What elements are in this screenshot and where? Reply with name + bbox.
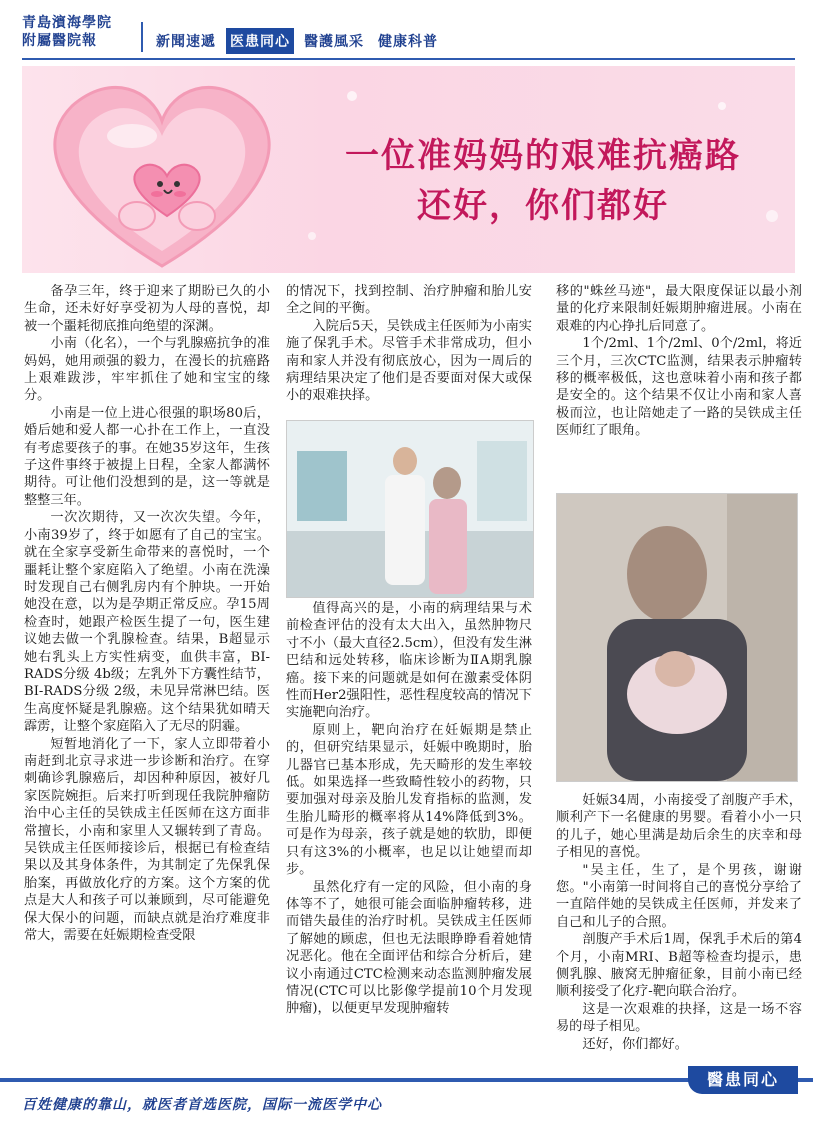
page-header (0, 0, 813, 66)
article-title-line-1: 一位准妈妈的艰难抗癌路 (345, 136, 741, 176)
paragraph: 小南（化名），一个与乳腺癌抗争的准妈妈，她用顽强的毅力，在漫长的抗癌路上艰难跋涉，牢牢抓住了她和宝宝的缘分。 (24, 336, 270, 404)
paragraph: 短暂地消化了一下，家人立即带着小南赶到北京寻求进一步诊断和治疗。在穿刺确诊乳腺癌后，却因种种原因，被好几家医院婉拒。后来打听到现任我院肿瘤防治中心主任的吴铁成主任医师在这方面非常擅长，小南和家里人又辗转到了青岛。吴铁成主任医师接诊后，根据已有检查结果以及其身体条件，为其制定了先保乳保胎案，再做放化疗的方案。这个方案的优点是大人和孩子可以兼顾到，尽可能避免保大保小的问题，而缺点就是治疗难度非常大，需要在妊娠期检查受限 (24, 736, 270, 944)
article-column-3-bottom (556, 792, 802, 1053)
header-rule (22, 58, 795, 60)
paragraph: 还好，你们都好。 (582, 1036, 688, 1052)
paragraph: 小南是一位上进心很强的职场80后，婚后她和爱人都一心扑在工作上，一直没有考虑要孩子的事。在她35岁这年，生孩子这件事终于被提上日程，全家人都满怀期待。可让他们没想到的是，这一等就是整整三年。 (24, 405, 270, 508)
header-divider (141, 22, 143, 52)
nav-news[interactable]: 新聞速遞 (156, 34, 216, 50)
paragraph: 值得高兴的是，小南的病理结果与术前检查评估的没有太大出入，虽然肿物尺寸不小（最大直径2.5cm），但没有发生淋巴结和远处转移，临床诊断为ⅡA期乳腺癌。接下来的问题就是如何在激素受体阴性而Her2强阳性，恶性程度较高的情况下实施靶向治疗。 (286, 601, 532, 721)
brand-line-1: 青島濱海學院 (22, 15, 112, 31)
paragraph: 备孕三年，终于迎来了期盼已久的小生命，还未好好享受初为人母的喜悦，却被一个噩耗彻底推向绝望的深渊。 (24, 284, 270, 334)
article-column-2-bottom (286, 600, 532, 1018)
newspaper-brand (22, 14, 140, 50)
paragraph: 妊娠34周，小南接受了剖腹产手术，顺利产下一名健康的男婴。看着小小一只的儿子，她心里满是劫后余生的庆幸和母子相见的喜悦。 (556, 793, 802, 861)
section-tag: 醫患同心 (688, 1066, 798, 1094)
footer-slogan: 百姓健康的靠山，就医者首选医院，国际一流医学中心 (22, 1097, 382, 1113)
nav-doctor-patient[interactable]: 医患同心 (226, 28, 294, 54)
doctor-patient-photo (286, 420, 534, 598)
doctor-patient-photo-illustration (287, 421, 533, 597)
paragraph: 移的"蛛丝马迹"，最大限度保证以最小剂量的化疗来限制妊娠期肿瘤进展。小南在艰难的内心挣扎后同意了。 (556, 284, 802, 334)
nav-staff[interactable]: 醫護風采 (304, 34, 364, 50)
paragraph: 1个/2ml、1个/2ml、0个/2ml，将近三个月，三次CTC监测，结果表示肿瘤转移的概率极低，这也意味着小南和孩子都是安全的。这个结果不仅让小南和家人喜极而泣，也让陪她走了一路的吴铁成主任医师红了眼角。 (556, 336, 802, 439)
nav-health[interactable]: 健康科普 (378, 34, 438, 50)
article-column-2-top (286, 283, 532, 405)
mother-baby-photo (556, 493, 798, 782)
section-nav (152, 28, 442, 54)
brand-line-2: 附屬醫院報 (22, 33, 97, 49)
paragraph: 剖腹产手术后1周，保乳手术后的第4个月，小南MRI、B超等检查均提示，患侧乳腺、腋窝无肿瘤征象，目前小南已经顺利接受了化疗-靶向联合治疗。 (556, 932, 802, 1000)
article-title-line-2: 还好，你们都好 (417, 186, 669, 226)
paragraph: 入院后5天，吴铁成主任医师为小南实施了保乳手术。尽管手术非常成功，但小南和家人并没有彻底放心，因为一周后的病理结果决定了他们是否要面对保大或保小的艰难抉择。 (286, 318, 532, 404)
paragraph: "吴主任，生了，是个男孩，谢谢您。"小南第一时间将自己的喜悦分享给了一直陪伴她的吴铁成主任医师，并发来了自己和儿子的合照。 (556, 862, 802, 930)
paragraph: 的情况下，找到控制、治疗肿瘤和胎儿安全之间的平衡。 (286, 284, 532, 317)
paragraph: 原则上，靶向治疗在妊娠期是禁止的，但研究结果显示，妊娠中晚期时，胎儿器官已基本形成，先天畸形的发生率较低。如果选择一些致畸性较小的药物，只要加强对母亲及胎儿发育指标的监测，发生胎儿畸形的概率将从14%降低到3%。可是作为母亲，孩子就是她的软肋，即便只有这3%的小概率，也足以让她望而却步。 (286, 722, 532, 878)
article-column-3-top (556, 283, 802, 440)
paragraph: 这是一次艰难的抉择，这是一场不容易的母子相见。 (556, 1001, 802, 1035)
mother-baby-photo-illustration (557, 494, 797, 781)
paragraph: 虽然化疗有一定的风险，但小南的身体等不了，她很可能会面临肿瘤转移，进而错失最佳的治疗时机。吴铁成主任医师了解她的顾虑，但也无法眼睁睁看着她情况恶化。他在全面评估和综合分析后，建议小南通过CTC检测来动态监测肿瘤发展情况(CTC可以比影像学提前10个月发现肿瘤)，以便更早发现肿瘤转 (286, 879, 532, 1017)
article-column-1 (24, 283, 270, 944)
paragraph: 一次次期待，又一次次失望。今年，小南39岁了，终于如愿有了自己的宝宝。就在全家享受新生命带来的喜悦时，一个噩耗让整个家庭陷入了绝望。小南在洗澡时发现自己右侧乳房内有个肿块。一开始她没在意，以为是孕期正常反应。孕15周检查时，她跟产检医生提了一句，医生建议她去做一个乳腺检查。结果，B超显示她右乳头上方实性病变，血供丰富，BI-RADS分级 4b级；左乳外下方囊性结节，BI-RADS分级 2级，未见异常淋巴结。医生高度怀疑是乳腺癌。这个结果犹如晴天霹雳，让整个家庭陷入了无尽的阴霾。 (24, 510, 270, 735)
